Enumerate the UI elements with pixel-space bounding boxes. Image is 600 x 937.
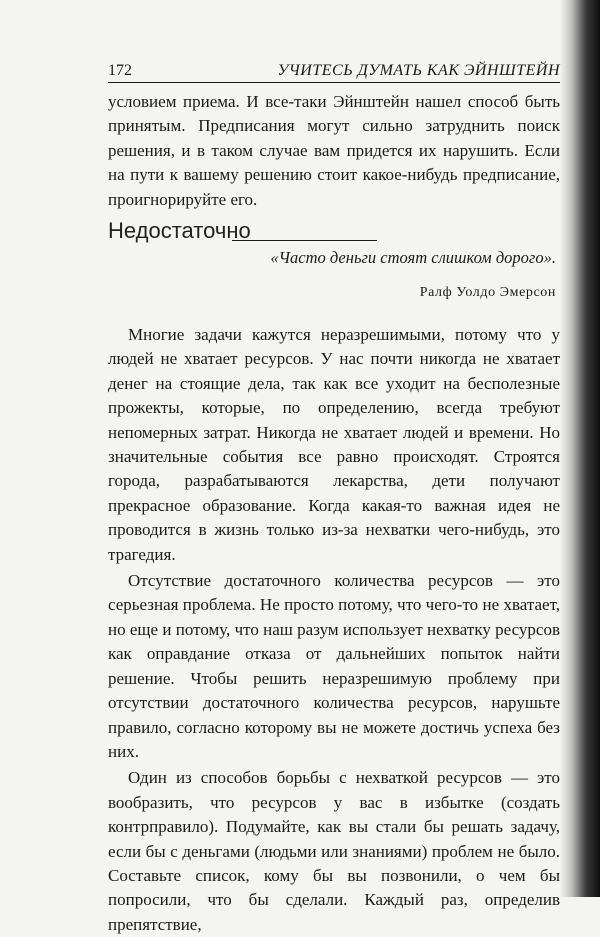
paragraph: Отсутствие достаточного количества ресурсов — это серьезная проблема. Не просто потому, что чего-то не хватает, но еще и потому, что наш разум использует нехватку ресурсов как оправдание отказа от дальнейших попыток найти решение. Чтобы решить неразрешимую проблему при отсутствии достаточного количества ресурсов, нарушьте правило, согласно которому вы не можете достичь успеха без них. — [108, 571, 560, 761]
section-title: Недостаточно — [108, 218, 251, 243]
body-text — [108, 323, 560, 937]
epigraph-author: Ралф Уолдо Эмерсон — [419, 285, 556, 300]
section-title-rule — [232, 240, 377, 241]
paragraph: Многие задачи кажутся неразрешимыми, потому что у людей не хватает ресурсов. У нас почти никогда не хватает денег на стоящие дела, так как все уходит на бесполезные прожекты, которые, по определению, всегда требуют непомерных затрат. Никогда не хватает людей и времени. Но значительные события все равно происходят. Строятся города, разрабатываются лекарства, дети получают прекрасное образование. Когда какая-то важная идея не проводится в жизнь только из-за нехватки чего-нибудь, это трагедия. — [108, 325, 560, 564]
running-header — [108, 62, 560, 83]
running-title: УЧИТЕСЬ ДУМАТЬ КАК ЭЙНШТЕЙН — [277, 62, 560, 79]
intro-paragraph: условием приема. И все-таки Эйнштейн нашел способ быть принятым. Предписания могут сильно затруднить поиск решения, и в таком случае вам придется их нарушить. Если на пути к вашему решению стоит какое-нибудь предписание, проигнорируйте его. — [108, 92, 560, 209]
book-spine-shadow — [560, 0, 600, 897]
intro-paragraph-block — [108, 90, 560, 212]
paragraph: Один из способов борьбы с нехваткой ресурсов — это вообразить, что ресурсов у вас в избытке (создать контрправило). Подумайте, как вы стали бы решать задачу, если бы с деньгами (людьми или знаниями) проблем не было. Составьте список, кому бы вы позвонили, о чем бы попросили, что бы сделали. Каждый раз, определив препятствие, — [108, 768, 560, 934]
epigraph-quote: «Часто деньги стоят слишком дорого». — [270, 248, 556, 267]
page-number: 172 — [108, 62, 132, 79]
